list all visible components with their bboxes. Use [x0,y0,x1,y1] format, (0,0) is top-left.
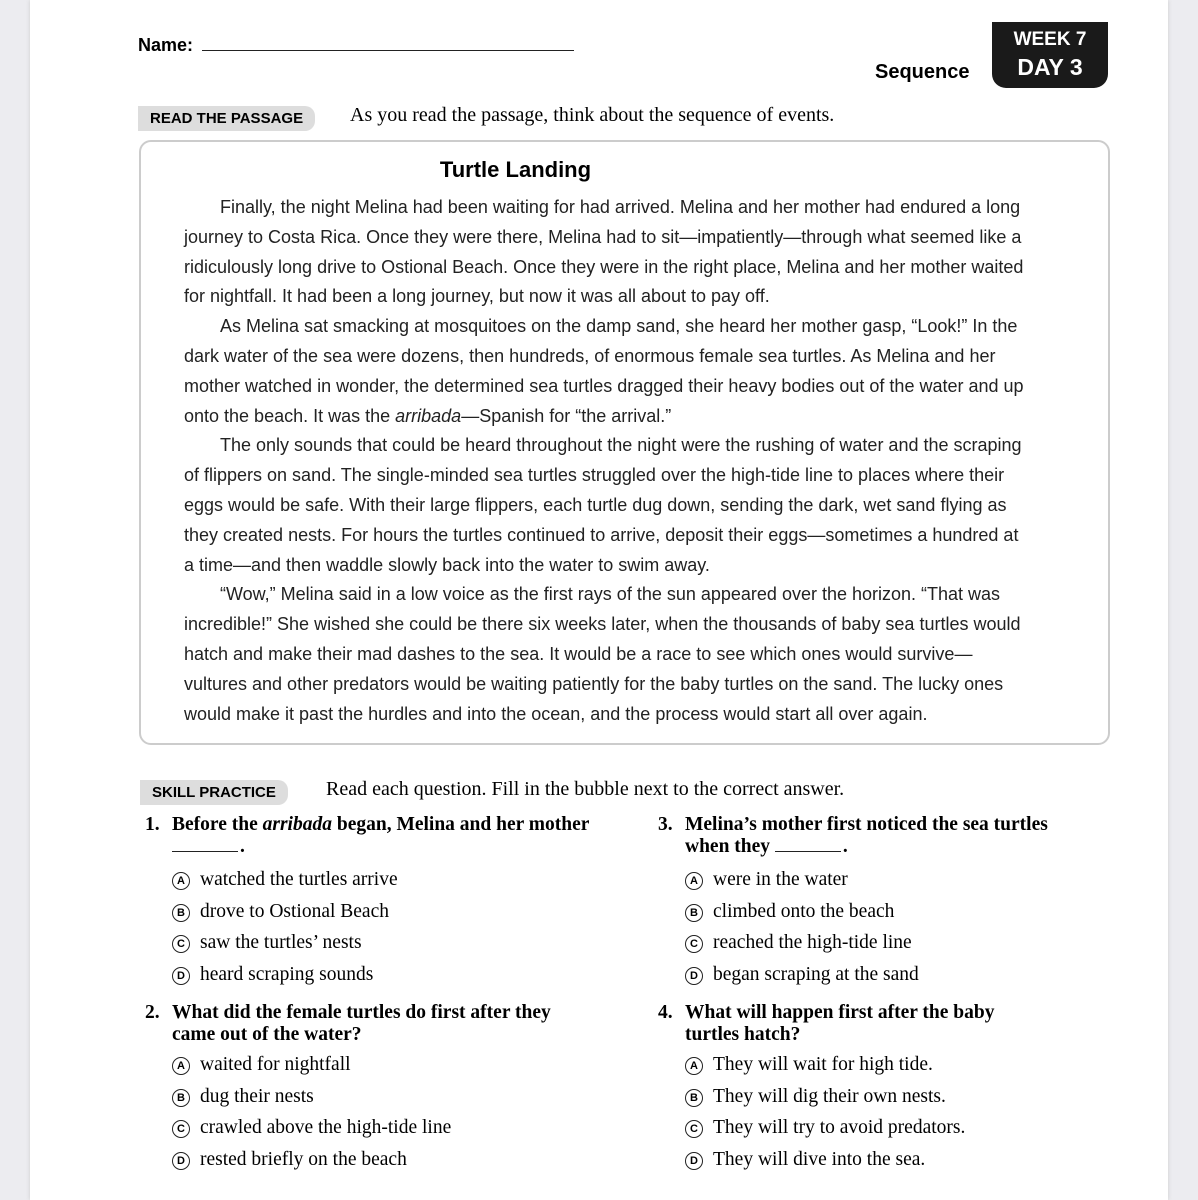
answer-bubble[interactable]: D [172,1152,190,1170]
answer-text: waited for nightfall [200,1054,351,1075]
passage-text-segment: onto the beach. It was the [184,405,396,426]
day-label: DAY 3 [1017,54,1083,80]
passage-line: would make it past the hurdles and into the ocean, and the process would start all over again. [184,703,928,724]
answer-bubble[interactable]: B [685,1089,703,1107]
skill-practice-label: SKILL PRACTICE [140,780,288,805]
answer-bubble[interactable]: B [172,904,190,922]
answer-option[interactable] [685,864,1138,896]
passage-line: hatch and make their mad dashes to the sea. It would be a race to see which ones would survive— [184,643,973,664]
answer-text: heard scraping sounds [200,964,374,986]
answer-option[interactable] [685,896,1138,928]
answer-option[interactable] [172,927,625,959]
passage-line: The only sounds that could be heard throughout the night were the rushing of water and the scraping [184,435,1022,456]
question-number: 4. [658,1002,673,1023]
answer-text: They will try to avoid predators. [713,1117,966,1139]
passage-line: journey to Costa Rica. Once they were there, Melina had to sit—impatiently—through what seemed like a [184,226,1022,247]
arribada-term: arribada [395,405,462,426]
skill-label: Sequence [875,61,970,83]
passage-line: eggs would be safe. With their large flippers, each turtle dug down, sending the dark, wet sand flying as [184,494,1007,515]
answer-bubble[interactable]: D [172,967,190,985]
question-text: Melina’s mother first noticed the sea turtles when they . [685,814,1048,857]
worksheet-page [30,0,1168,1200]
question-text-part: when they [685,836,771,857]
week-day-badge [992,22,1108,88]
answer-text: climbed onto the beach [713,900,895,922]
practice-instruction: Read each question. Fill in the bubble next to the correct answer. [326,778,845,800]
passage-text [184,193,1064,729]
name-label: Name: [138,35,194,55]
passage-line: incredible!” She wished she could be there six weeks later, when the thousands of baby sea turtles would [184,614,1021,635]
question-text-part: Before the [172,814,263,835]
answer-option[interactable] [685,1144,1138,1176]
answer-text: crawled above the high-tide line [200,1117,452,1139]
passage-line [184,402,1064,432]
answer-option[interactable] [172,1081,625,1113]
answer-bubble[interactable]: B [172,1089,190,1107]
question-number: 3. [658,814,673,835]
passage-line: “Wow,” Melina said in a low voice as the first rays of the sun appeared over the horizon. “That was [184,584,1001,605]
answer-bubble[interactable]: A [685,872,703,890]
read-passage-label: READ THE PASSAGE [138,106,315,131]
question-4 [658,1002,1138,1176]
passage-line: mother watched in wonder, the determined sea turtles dragged their heavy bodies out of the water and up [184,375,1024,396]
answer-text: began scraping at the sand [713,964,919,986]
passage-line: As Melina sat smacking at mosquitoes on the damp sand, she heard her mother gasp, “Look!” In the [184,316,1018,337]
answer-bubble[interactable]: C [685,935,703,953]
question-text-part: What will happen first after the baby [685,1002,995,1023]
answer-option[interactable] [172,959,625,991]
answer-text: They will dig their own nests. [713,1085,946,1107]
answer-text: were in the water [713,869,848,890]
answer-bubble[interactable]: D [685,967,703,985]
answer-bubble[interactable]: D [685,1152,703,1170]
answer-option[interactable] [172,1112,625,1144]
question-text-italic: arribada [262,814,332,835]
passage-line: dark water of the sea were dozens, then hundreds, of enormous female sea turtles. As Melina and her [184,345,996,366]
answer-text: drove to Ostional Beach [200,900,389,922]
answer-bubble[interactable]: B [685,904,703,922]
answer-bubble[interactable]: A [172,872,190,890]
answer-option[interactable] [172,864,625,896]
answer-option[interactable] [172,1049,625,1081]
passage-line: for nightfall. It had been a long journey, but now it was all about to pay off. [184,286,770,307]
question-text-part: came out of the water? [172,1024,362,1045]
read-instruction: As you read the passage, think about the sequence of events. [350,104,835,126]
passage-line: a time—and then waddle slowly back into the water to swim away. [184,554,710,575]
question-number: 1. [145,814,160,835]
answer-text: dug their nests [200,1085,314,1107]
question-2 [145,1002,625,1176]
answer-bubble[interactable]: C [172,1120,190,1138]
answer-option[interactable] [685,1112,1138,1144]
passage-line: vultures and other predators would be waiting patiently for the baby turtles on the sand. The lucky ones [184,673,1004,694]
answer-bubble[interactable]: A [685,1057,703,1075]
answer-option[interactable] [685,1081,1138,1113]
answer-text: watched the turtles arrive [200,869,398,890]
question-text-part: turtles hatch? [685,1024,801,1045]
week-label: WEEK 7 [1013,29,1087,50]
question-text-part: began, Melina and her mother [331,814,590,835]
question-text [685,1002,1138,1046]
answer-option[interactable] [172,896,625,928]
answer-bubble[interactable]: A [172,1057,190,1075]
answer-bubble[interactable]: C [685,1120,703,1138]
question-text-part: Melina’s mother first noticed the sea turtles [685,814,1048,835]
passage-line: they created nests. For hours the turtles continued to arrive, deposit their eggs—sometimes a hundred at [184,524,1019,545]
answer-option[interactable] [685,1049,1138,1081]
answer-option[interactable] [685,927,1138,959]
answer-text: They will dive into the sea. [713,1149,926,1171]
answer-text: rested briefly on the beach [200,1149,407,1171]
answer-option[interactable] [685,959,1138,991]
passage-line: Finally, the night Melina had been waiting for had arrived. Melina and her mother had endured a long [184,197,1021,217]
answer-text: saw the turtles’ nests [200,932,362,954]
question-3 [658,814,1138,991]
question-number: 2. [145,1002,160,1023]
answer-text: They will wait for high tide. [713,1054,933,1075]
answer-text: reached the high-tide line [713,932,912,954]
answer-blank [172,851,238,852]
question-text-part: What did the female turtles do first after they [172,1002,551,1023]
name-field[interactable] [202,50,574,51]
passage-text-segment: —Spanish for “the arrival.” [461,405,672,426]
question-1 [145,814,625,991]
question-text [172,1002,625,1046]
passage-line: of flippers on sand. The single-minded sea turtles struggled over the high-tide line to places where their [184,465,1005,486]
passage-title: Turtle Landing [439,157,592,182]
question-text: Before the arribada began, Melina and her mother . [172,814,590,857]
answer-blank [775,851,841,852]
answer-bubble[interactable]: C [172,935,190,953]
passage-line: ridiculously long drive to Ostional Beach. Once they were in the right place, Melina and her mother waited [184,256,1024,277]
answer-option[interactable] [172,1144,625,1176]
